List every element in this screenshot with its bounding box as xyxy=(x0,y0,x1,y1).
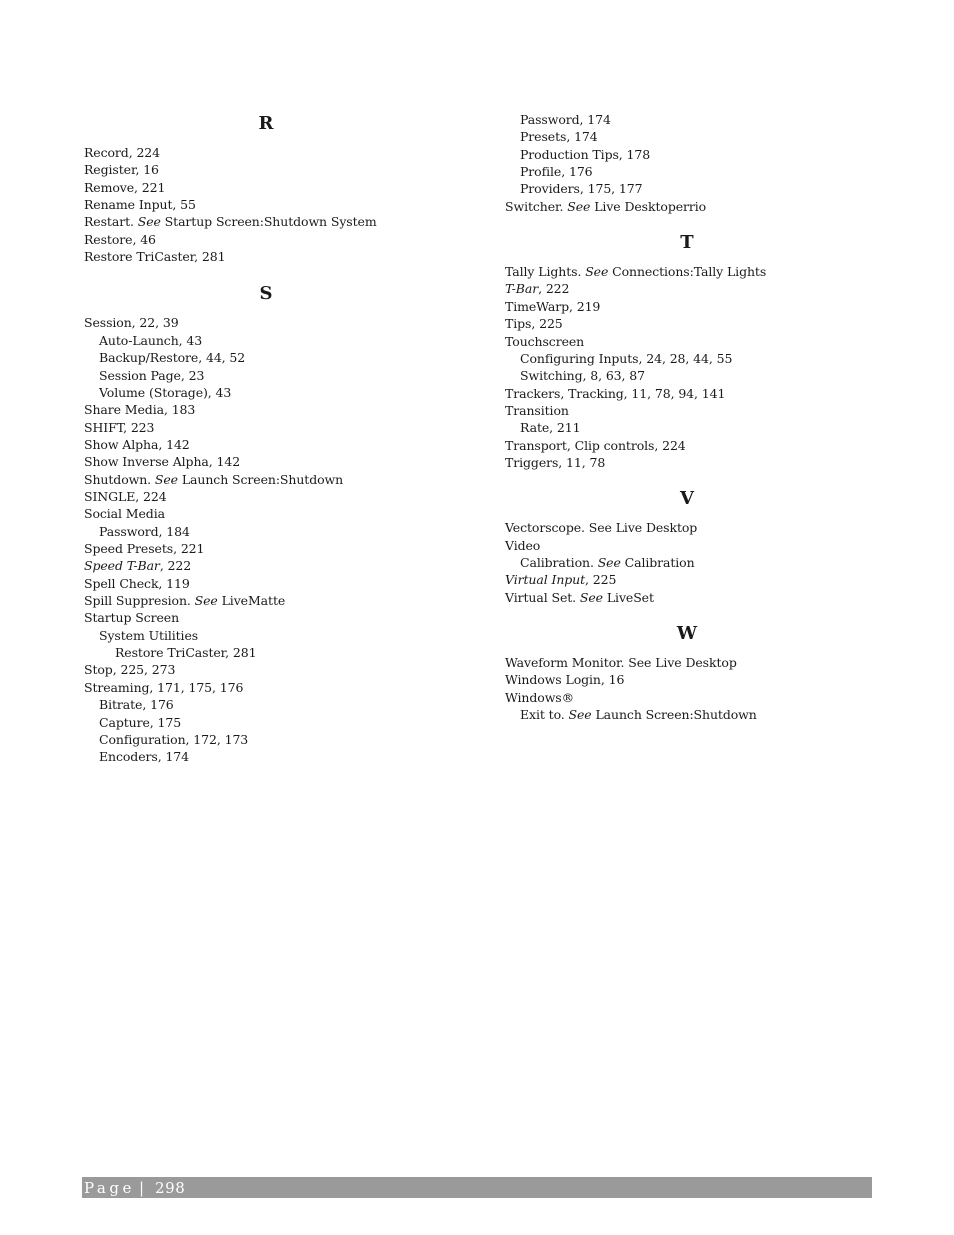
index-subentry xyxy=(84,748,189,765)
page-number: 298 xyxy=(155,1179,186,1197)
entry-text: Show Alpha, 142 xyxy=(84,436,190,452)
index-entry xyxy=(505,571,616,588)
index-subentry xyxy=(84,627,198,644)
entry-text: , 222 xyxy=(159,558,192,574)
entry-text: Profile, 176 xyxy=(520,164,593,180)
index-entry xyxy=(84,248,226,265)
index-subentry xyxy=(84,696,174,713)
entry-text: Social Media xyxy=(84,506,165,522)
entry-text: Startup Screen xyxy=(84,610,180,626)
index-subentry xyxy=(505,128,598,145)
index-subentry xyxy=(505,554,695,571)
entry-text: Share Media, 183 xyxy=(84,402,196,418)
index-subentry xyxy=(505,180,642,197)
index-entry xyxy=(505,654,737,671)
entry-italic-text: Speed T-Bar xyxy=(84,558,160,574)
entry-text: Startup Screen:Shutdown System xyxy=(160,214,377,230)
entry-italic-text: See xyxy=(567,198,591,214)
index-entry xyxy=(505,437,686,454)
entry-italic-text: See xyxy=(154,471,178,487)
index-entry xyxy=(505,198,706,215)
entry-text: LiveMatte xyxy=(217,593,286,609)
page-footer xyxy=(82,1177,872,1198)
index-subentry xyxy=(84,367,204,384)
index-subentry xyxy=(84,332,202,349)
entry-text: Restore TriCaster, 281 xyxy=(84,249,226,265)
index-subentry xyxy=(505,419,580,436)
entry-text: Session, 22, 39 xyxy=(84,315,179,331)
index-entry xyxy=(505,454,605,471)
entry-text: Launch Screen:Shutdown xyxy=(591,707,757,723)
index-entry xyxy=(84,557,191,574)
entry-text: Capture, 175 xyxy=(99,714,182,730)
index-entry xyxy=(505,537,540,554)
entry-text: Backup/Restore, 44, 52 xyxy=(99,350,246,366)
section-letter-w: W xyxy=(676,623,698,645)
index-subentry xyxy=(84,384,231,401)
section-letter-s: S xyxy=(259,283,273,305)
index-entry xyxy=(505,315,563,332)
entry-text: Bitrate, 176 xyxy=(99,697,174,713)
entry-text: Tally Lights. xyxy=(505,264,586,280)
entry-text: Connections:Tally Lights xyxy=(608,264,767,280)
entry-text: Stop, 225, 273 xyxy=(84,662,176,678)
index-entry xyxy=(505,333,584,350)
index-entry xyxy=(505,385,725,402)
index-entry xyxy=(84,592,285,609)
entry-text: Password, 184 xyxy=(99,523,190,539)
index-entry xyxy=(84,436,190,453)
footer-separator: | xyxy=(139,1179,145,1197)
entry-italic-text: See xyxy=(597,555,621,570)
entry-text: Tips, 225 xyxy=(505,316,563,332)
footer-page-label: Page xyxy=(84,1179,135,1197)
entry-text: Remove, 221 xyxy=(84,179,166,195)
entry-text: Rename Input, 55 xyxy=(84,197,196,213)
section-letter-r: R xyxy=(258,113,274,134)
index-entry xyxy=(505,671,624,688)
index-entry xyxy=(84,488,167,505)
entry-italic-text: Virtual Input xyxy=(505,572,586,588)
entry-text: Spell Check, 119 xyxy=(84,575,190,591)
entry-text: TimeWarp, 219 xyxy=(505,298,601,314)
entry-text: Touchscreen xyxy=(505,333,585,349)
entry-text: Auto-Launch, 43 xyxy=(99,332,203,348)
entry-text: LiveSet xyxy=(602,589,654,605)
index-entry xyxy=(84,453,240,470)
index-entry xyxy=(84,679,243,696)
entry-text: Volume (Storage), 43 xyxy=(99,384,232,400)
index-subentry xyxy=(505,146,650,163)
entry-text: Waveform Monitor. See Live Desktop xyxy=(505,655,737,671)
index-entry xyxy=(84,161,159,178)
entry-text: Configuration, 172, 173 xyxy=(99,731,249,747)
index-entry xyxy=(84,661,175,678)
index-entry xyxy=(505,402,569,419)
entry-text: Launch Screen:Shutdown xyxy=(177,471,344,487)
entry-text: Trackers, Tracking, 11, 78, 94, 141 xyxy=(505,385,726,401)
entry-text: Transport, Clip controls, 224 xyxy=(505,437,686,453)
entry-text: Video xyxy=(505,537,541,553)
entry-text: Calibration xyxy=(620,555,695,570)
index-subentry xyxy=(84,349,245,366)
index-entry xyxy=(505,589,654,606)
index-subentry xyxy=(505,111,611,128)
entry-text: Switcher. xyxy=(505,198,568,214)
index-entry xyxy=(505,280,569,297)
entry-text: Live Desktoperrio xyxy=(590,198,707,214)
index-entry xyxy=(84,196,196,213)
index-entry xyxy=(84,471,343,488)
index-entry xyxy=(84,401,195,418)
index-entry xyxy=(84,609,179,626)
index-entry xyxy=(505,689,574,706)
entry-text: Session Page, 23 xyxy=(99,367,205,383)
entry-text: Restore, 46 xyxy=(84,231,156,247)
index-entry xyxy=(505,298,600,315)
entry-text: Exit to. xyxy=(520,707,569,723)
entry-italic-text: See xyxy=(579,589,603,605)
index-entry xyxy=(84,144,160,161)
entry-text: , 225 xyxy=(585,572,617,588)
entry-text: SHIFT, 223 xyxy=(84,419,155,435)
index-subentry xyxy=(505,163,593,180)
index-subentry xyxy=(84,731,248,748)
entry-text: Switching, 8, 63, 87 xyxy=(520,368,645,384)
entry-text: Presets, 174 xyxy=(520,129,598,145)
entry-text: Shutdown. xyxy=(84,471,155,487)
index-subentry xyxy=(505,367,645,384)
entry-text: Show Inverse Alpha, 142 xyxy=(84,454,241,470)
entry-text: Triggers, 11, 78 xyxy=(505,454,606,470)
entry-text: Restart. xyxy=(84,214,138,230)
index-entry xyxy=(84,575,190,592)
entry-text: Streaming, 171, 175, 176 xyxy=(84,679,244,695)
entry-italic-text: See xyxy=(194,593,218,609)
entry-italic-text: See xyxy=(568,707,592,723)
entry-italic-text: See xyxy=(585,264,609,280)
entry-text: Register, 16 xyxy=(84,162,159,178)
entry-text: Providers, 175, 177 xyxy=(520,181,643,197)
index-entry xyxy=(84,231,156,248)
entry-text: Virtual Set. xyxy=(505,589,580,605)
index-entry xyxy=(84,213,377,230)
entry-text: Configuring Inputs, 24, 28, 44, 55 xyxy=(520,350,733,366)
index-entry xyxy=(84,179,165,196)
entry-text: Record, 224 xyxy=(84,145,161,160)
index-subentry xyxy=(84,714,181,731)
entry-text: System Utilities xyxy=(99,627,199,643)
entry-text: Vectorscope. See Live Desktop xyxy=(505,520,698,536)
entry-text: Transition xyxy=(505,402,569,418)
index-entry xyxy=(505,263,766,280)
entry-text: Speed Presets, 221 xyxy=(84,541,205,556)
entry-text: Restore TriCaster, 281 xyxy=(115,645,257,661)
index-subentry xyxy=(84,523,190,540)
entry-italic-text: See xyxy=(137,214,161,230)
index-entry xyxy=(84,540,204,557)
index-entry xyxy=(84,314,179,331)
entry-text: Calibration. xyxy=(520,555,598,570)
entry-text: Password, 174 xyxy=(520,112,611,127)
entry-italic-text: T-Bar xyxy=(505,281,539,297)
entry-text: Production Tips, 178 xyxy=(520,146,651,162)
index-subentry xyxy=(84,644,257,661)
index-subentry xyxy=(505,706,757,723)
index-subentry xyxy=(505,350,732,367)
entry-text: Encoders, 174 xyxy=(99,749,189,765)
entry-text: SINGLE, 224 xyxy=(84,488,167,504)
index-entry xyxy=(84,419,154,436)
entry-text: Windows® xyxy=(505,689,575,705)
section-letter-t: T xyxy=(680,232,694,254)
entry-text: , 222 xyxy=(538,281,570,297)
index-entry xyxy=(505,519,697,536)
entry-text: Rate, 211 xyxy=(520,420,581,436)
entry-text: Spill Suppresion. xyxy=(84,593,195,609)
entry-text: Windows Login, 16 xyxy=(505,672,625,688)
index-entry xyxy=(84,505,165,522)
section-letter-v: V xyxy=(680,488,694,510)
